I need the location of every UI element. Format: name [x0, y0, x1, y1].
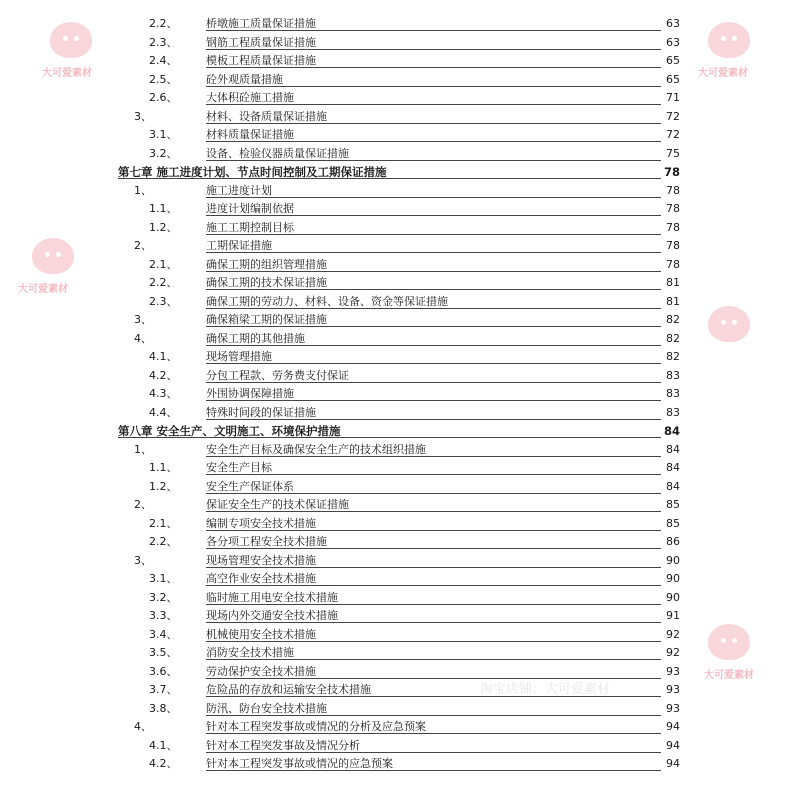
toc-entry-page: 72 [666, 128, 680, 141]
toc-entry-row[interactable] [0, 274, 800, 292]
toc-entry-row[interactable] [0, 459, 800, 477]
toc-entry-page: 83 [666, 387, 680, 400]
toc-entry-number: 2.1、 [149, 257, 178, 271]
toc-entry-page: 84 [666, 442, 680, 456]
toc-entry-title: 消防安全技术措施 [206, 646, 294, 659]
toc-entry-number: 1.1、 [149, 461, 178, 474]
toc-entry-row[interactable] [0, 256, 800, 274]
toc-entry-title: 施工工期控制目标 [206, 220, 294, 234]
toc-entry-number: 2.2、 [149, 17, 178, 30]
watermark-brand: 大可爱素材 [42, 68, 92, 79]
toc-entry-number: 3.2、 [149, 590, 178, 604]
toc-entry-page: 78 [663, 165, 680, 179]
toc-entry-title: 分包工程款、劳务费支付保证 [206, 368, 349, 382]
toc-entry-title: 设备、检验仪器质量保证措施 [206, 146, 349, 160]
toc-entry-page: 63 [666, 17, 680, 30]
toc-entry-page: 93 [666, 664, 680, 678]
toc-entry-title: 现场管理安全技术措施 [206, 553, 316, 567]
watermark-brand: 大可爱素材 [704, 670, 754, 681]
toc-entry-page: 85 [666, 516, 680, 530]
toc-entry-number: 2.2、 [149, 276, 178, 289]
toc-entry-page: 94 [666, 720, 680, 733]
toc-entry-number: 3.1、 [149, 572, 178, 585]
toc-entry-title: 高空作业安全技术措施 [206, 572, 316, 585]
toc-entry-row[interactable] [0, 385, 800, 403]
toc-entry-number: 3.5、 [149, 646, 178, 659]
toc-entry-row[interactable] [0, 145, 800, 163]
toc-entry-row[interactable] [0, 330, 800, 348]
toc-entry-page: 91 [666, 609, 680, 622]
toc-entry-title: 大体积砼施工措施 [206, 91, 294, 104]
toc-entry-page: 63 [666, 35, 680, 49]
toc-entry-row[interactable] [0, 589, 800, 607]
toc-entry-row[interactable] [0, 515, 800, 533]
toc-entry-number: 3、 [134, 313, 152, 326]
toc-entry-page: 90 [666, 553, 680, 567]
toc-entry-row[interactable] [0, 644, 800, 662]
toc-entry-page: 82 [666, 331, 680, 345]
toc-entry-number: 3.7、 [149, 683, 178, 696]
toc-entry-number: 4、 [134, 720, 152, 733]
toc-entry-page: 93 [666, 701, 680, 715]
toc-entry-page: 82 [666, 313, 680, 326]
toc-entry-page: 92 [666, 627, 680, 641]
toc-entry-row[interactable] [0, 496, 800, 514]
toc-entry-number: 2、 [134, 498, 152, 511]
toc-entry-title: 现场管理措施 [206, 350, 272, 363]
toc-entry-page: 78 [666, 202, 680, 215]
toc-entry-number: 1、 [134, 183, 152, 197]
toc-entry-page: 81 [666, 294, 680, 308]
toc-entry-number: 1.2、 [149, 220, 178, 234]
toc-entry-title: 针对本工程突发事故或情况的分析及应急预案 [206, 720, 426, 733]
toc-entry-number: 4.1、 [149, 350, 178, 363]
toc-entry-number: 4.1、 [149, 738, 178, 752]
toc-entry-page: 72 [666, 109, 680, 123]
toc-entry-title: 材料、设备质量保证措施 [206, 109, 327, 123]
toc-entry-title: 特殊时间段的保证措施 [206, 405, 316, 419]
toc-entry-page: 83 [666, 368, 680, 382]
toc-entry-title: 材料质量保证措施 [206, 128, 294, 141]
dot-leader [206, 474, 661, 475]
toc-entry-number: 2.3、 [149, 294, 178, 308]
toc-entry-row[interactable] [0, 570, 800, 588]
toc-entry-number: 2.1、 [149, 516, 178, 530]
toc-entry-title: 确保工期的组织管理措施 [206, 257, 327, 271]
toc-entry-number: 1、 [134, 442, 152, 456]
toc-entry-page: 92 [666, 646, 680, 659]
toc-entry-row[interactable] [0, 108, 800, 126]
toc-entry-row[interactable] [0, 718, 800, 736]
toc-entry-page: 78 [666, 257, 680, 271]
toc-entry-title: 砼外观质量措施 [206, 72, 283, 86]
toc-entry-page: 71 [666, 91, 680, 104]
toc-entry-number: 3.6、 [149, 664, 178, 678]
toc-entry-title: 机械使用安全技术措施 [206, 627, 316, 641]
toc-entry-title: 桥墩施工质量保证措施 [206, 17, 316, 30]
toc-entry-number: 4.2、 [149, 368, 178, 382]
toc-entry-row[interactable] [0, 126, 800, 144]
toc-entry-row[interactable] [0, 293, 800, 311]
toc-entry-number: 2.6、 [149, 91, 178, 104]
toc-entry-title: 模板工程质量保证措施 [206, 54, 316, 67]
toc-entry-page: 85 [666, 498, 680, 511]
toc-entry-page: 81 [666, 276, 680, 289]
toc-entry-row[interactable] [0, 533, 800, 551]
toc-entry-number: 2.5、 [149, 72, 178, 86]
toc-entry-page: 94 [666, 757, 680, 770]
toc-entry-page: 90 [666, 590, 680, 604]
toc-entry-number: 3、 [134, 553, 152, 567]
toc-entry-row[interactable] [0, 71, 800, 89]
toc-entry-page: 75 [666, 146, 680, 160]
toc-entry-title: 劳动保护安全技术措施 [206, 664, 316, 678]
toc-entry-title: 安全生产目标 [206, 461, 272, 474]
toc-chapter-row[interactable] [0, 163, 800, 181]
toc-entry-number: 3.4、 [149, 627, 178, 641]
toc-entry-title: 安全生产保证体系 [206, 479, 294, 493]
toc-entry-row[interactable] [0, 52, 800, 70]
toc-entry-title: 确保工期的技术保证措施 [206, 276, 327, 289]
toc-entry-row[interactable] [0, 478, 800, 496]
toc-entry-row[interactable] [0, 404, 800, 422]
toc-entry-row[interactable] [0, 15, 800, 33]
toc-entry-number: 2.3、 [149, 35, 178, 49]
toc-entry-page: 83 [666, 405, 680, 419]
toc-entry-number: 3、 [134, 109, 152, 123]
toc-chapter-row[interactable] [0, 422, 800, 440]
toc-entry-row[interactable] [0, 200, 800, 218]
toc-entry-row[interactable] [0, 626, 800, 644]
toc-entry-page: 84 [666, 479, 680, 493]
toc-entry-row[interactable] [0, 219, 800, 237]
toc-entry-title: 编制专项安全技术措施 [206, 516, 316, 530]
toc-entry-row[interactable] [0, 552, 800, 570]
toc-entry-page: 65 [666, 54, 680, 67]
toc-entry-row[interactable] [0, 607, 800, 625]
toc-entry-title: 施工进度计划 [206, 183, 272, 197]
toc-entry-number: 3.8、 [149, 701, 178, 715]
toc-entry-row[interactable] [0, 700, 800, 718]
toc-entry-title: 工期保证措施 [206, 239, 272, 252]
dot-leader [206, 252, 661, 253]
toc-entry-row[interactable] [0, 34, 800, 52]
toc-entry-title: 针对本工程突发事故及情况分析 [206, 738, 360, 752]
toc-entry-page: 93 [666, 683, 680, 696]
toc-entry-page: 78 [666, 239, 680, 252]
toc-entry-title: 确保工期的劳动力、材料、设备、资金等保证措施 [206, 294, 448, 308]
toc-entry-row[interactable] [0, 367, 800, 385]
toc-entry-title: 各分项工程安全技术措施 [206, 535, 327, 548]
toc-entry-page: 84 [666, 461, 680, 474]
toc-entry-title: 危险品的存放和运输安全技术措施 [206, 683, 371, 696]
toc-entry-title: 现场内外交通安全技术措施 [206, 609, 338, 622]
toc-entry-row[interactable] [0, 663, 800, 681]
toc-entry-number: 4、 [134, 331, 152, 345]
toc-entry-number: 4.3、 [149, 387, 178, 400]
toc-entry-row[interactable] [0, 182, 800, 200]
toc-entry-row[interactable] [0, 755, 800, 773]
toc-entry-row[interactable] [0, 348, 800, 366]
toc-entry-title: 安全生产目标及确保安全生产的技术组织措施 [206, 442, 426, 456]
toc-entry-number: 4.4、 [149, 405, 178, 419]
toc-entry-title: 钢筋工程质量保证措施 [206, 35, 316, 49]
toc-entry-page: 86 [666, 535, 680, 548]
toc-entry-number: 3.2、 [149, 146, 178, 160]
toc-entry-title: 针对本工程突发事故或情况的应急预案 [206, 757, 393, 770]
watermark-shop: 淘宝店铺：大可爱素材 [480, 682, 611, 697]
toc-entry-row[interactable] [0, 737, 800, 755]
toc-entry-page: 82 [666, 350, 680, 363]
toc-entry-row[interactable] [0, 237, 800, 255]
toc-entry-number: 3.3、 [149, 609, 178, 622]
toc-entry-row[interactable] [0, 441, 800, 459]
dot-leader [206, 363, 661, 364]
toc-entry-title: 防汛、防台安全技术措施 [206, 701, 327, 715]
watermark-brand: 大可爱素材 [18, 284, 68, 295]
toc-entry-row[interactable] [0, 681, 800, 699]
toc-entry-number: 2.4、 [149, 54, 178, 67]
toc-entry-number: 4.2、 [149, 757, 178, 770]
toc-entry-title: 进度计划编制依据 [206, 202, 294, 215]
dot-leader [206, 197, 661, 198]
toc-entry-page: 84 [663, 424, 680, 438]
toc-entry-page: 78 [666, 183, 680, 197]
toc-entry-number: 3.1、 [149, 128, 178, 141]
toc-entry-page: 90 [666, 572, 680, 585]
toc-entry-title: 外围协调保障措施 [206, 387, 294, 400]
toc-entry-title: 确保工期的其他措施 [206, 331, 305, 345]
toc-entry-title: 临时施工用电安全技术措施 [206, 590, 338, 604]
toc-entry-title: 保证安全生产的技术保证措施 [206, 498, 349, 511]
toc-entry-page: 94 [666, 738, 680, 752]
toc-entry-title: 第七章 施工进度计划、节点时间控制及工期保证措施 [118, 165, 387, 179]
toc-entry-title: 第八章 安全生产、文明施工、环境保护措施 [118, 424, 341, 438]
toc-entry-number: 2、 [134, 239, 152, 252]
toc-entry-row[interactable] [0, 89, 800, 107]
toc-entry-number: 2.2、 [149, 535, 178, 548]
toc-entry-number: 1.1、 [149, 202, 178, 215]
toc-entry-number: 1.2、 [149, 479, 178, 493]
toc-entry-page: 78 [666, 220, 680, 234]
watermark-brand: 大可爱素材 [698, 68, 748, 79]
toc-entry-row[interactable] [0, 311, 800, 329]
toc-entry-page: 65 [666, 72, 680, 86]
toc-entry-title: 确保箱梁工期的保证措施 [206, 313, 327, 326]
